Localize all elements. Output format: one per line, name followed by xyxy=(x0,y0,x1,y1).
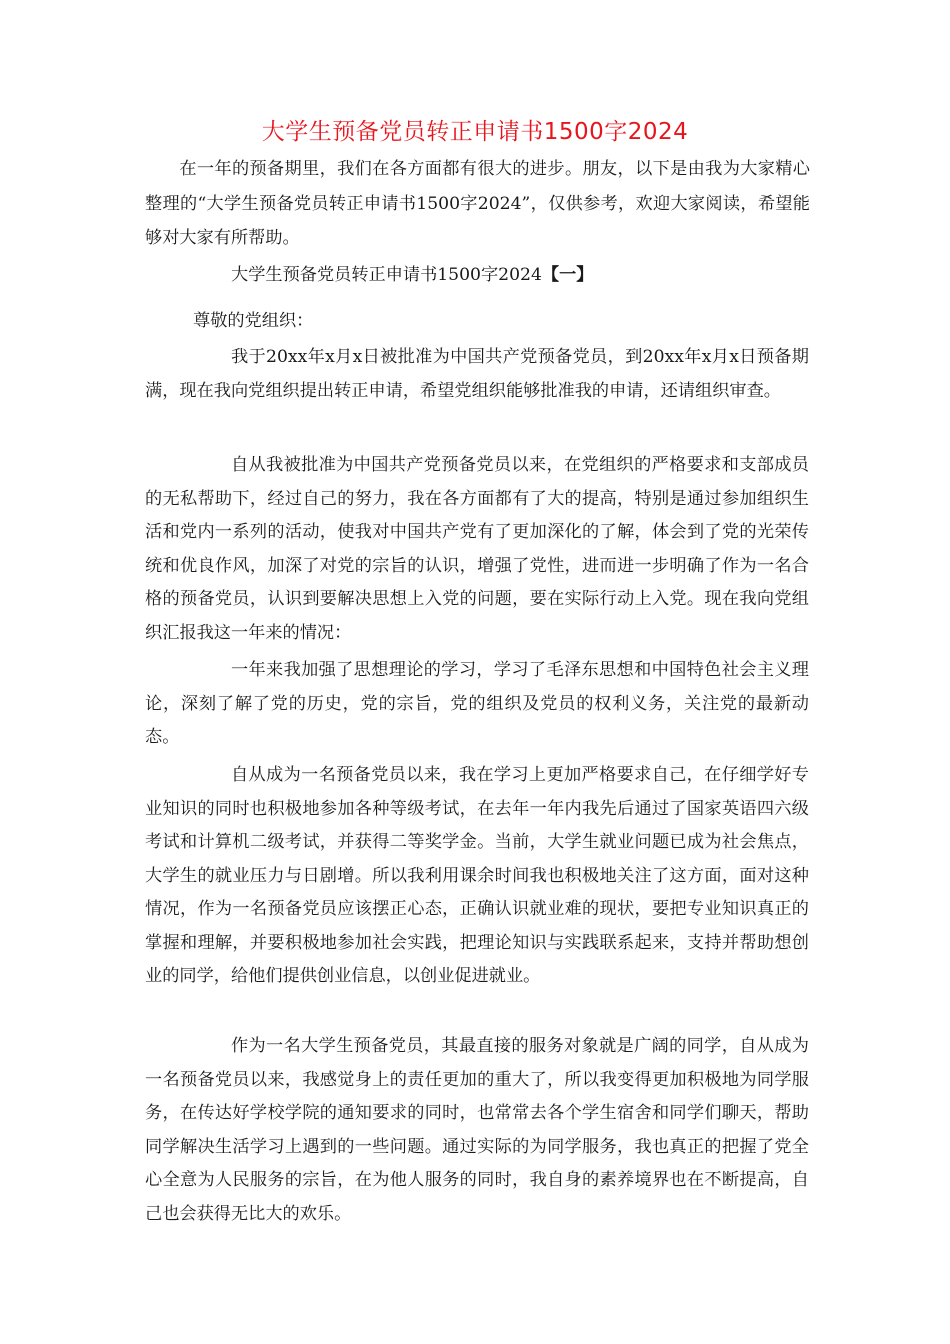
section-marker: 【一】 xyxy=(541,265,594,285)
body-paragraph: 自从我被批准为中国共产党预备党员以来，在党组织的严格要求和支部成员的无私帮助下，经过自己的努力，我在各方面都有了大的提高，特别是通过参加组织生活和党内一系列的活动，使我对中国共产党有了更加深化的了解，体会到了党的光荣传统和优良作风，加深了对党的宗旨的认识，增强了党性，进而进一步明确了作为一名合格的预备党员，认识到要解决思想上入党的问题，要在实际行动上入党。现在我向党组织汇报我这一年来的情况： xyxy=(145,455,809,643)
section-heading xyxy=(231,258,594,292)
document-title: 大学生预备党员转正申请书1500字2024 xyxy=(261,119,689,145)
intro-paragraph: 在一年的预备期里，我们在各方面都有很大的进步。朋友，以下是由我为大家精心整理的“大学生预备党员转正申请书1500字2024”，仅供参考，欢迎大家阅读，希望能够对大家有所帮助。 xyxy=(145,159,810,248)
body-paragraph: 一年来我加强了思想理论的学习，学习了毛泽东思想和中国特色社会主义理论，深刻了解了党的历史，党的宗旨，党的组织及党员的权利义务，关注党的最新动态。 xyxy=(145,660,809,747)
body-paragraph: 我于20xx年x月x日被批准为中国共产党预备党员，到20xx年x月x日预备期满，现在我向党组织提出转正申请，希望党组织能够批准我的申请，还请组织审查。 xyxy=(145,347,809,401)
section-heading-text: 大学生预备党员转正申请书1500字2024 xyxy=(231,265,542,285)
body-paragraph: 作为一名大学生预备党员，其最直接的服务对象就是广阔的同学，自从成为一名预备党员以来，我感觉身上的责任更加的重大了，所以我变得更加积极地为同学服务，在传达好学校学院的通知要求的同时，也常常去各个学生宿舍和同学们聊天，帮助同学解决生活学习上遇到的一些问题。通过实际的为同学服务，我也真正的把握了党全心全意为人民服务的宗旨，在为他人服务的同时，我自身的素养境界也在不断提高，自己也会获得无比大的欢乐。 xyxy=(145,1036,809,1224)
body-paragraph: 自从成为一名预备党员以来，我在学习上更加严格要求自己，在仔细学好专业知识的同时也积极地参加各种等级考试，在去年一年内我先后通过了国家英语四六级考试和计算机二级考试，并获得二等奖学金。当前，大学生就业问题已成为社会焦点，大学生的就业压力与日剧增。所以我利用课余时间我也积极地关注了这方面，面对这种情况，作为一名预备党员应该摆正心态，正确认识就业难的现状，要把专业知识真正的掌握和理解，并要积极地参加社会实践，把理论知识与实践联系起来，支持并帮助想创业的同学，给他们提供创业信息，以创业促进就业。 xyxy=(145,765,809,986)
salutation: 尊敬的党组织： xyxy=(193,311,314,331)
